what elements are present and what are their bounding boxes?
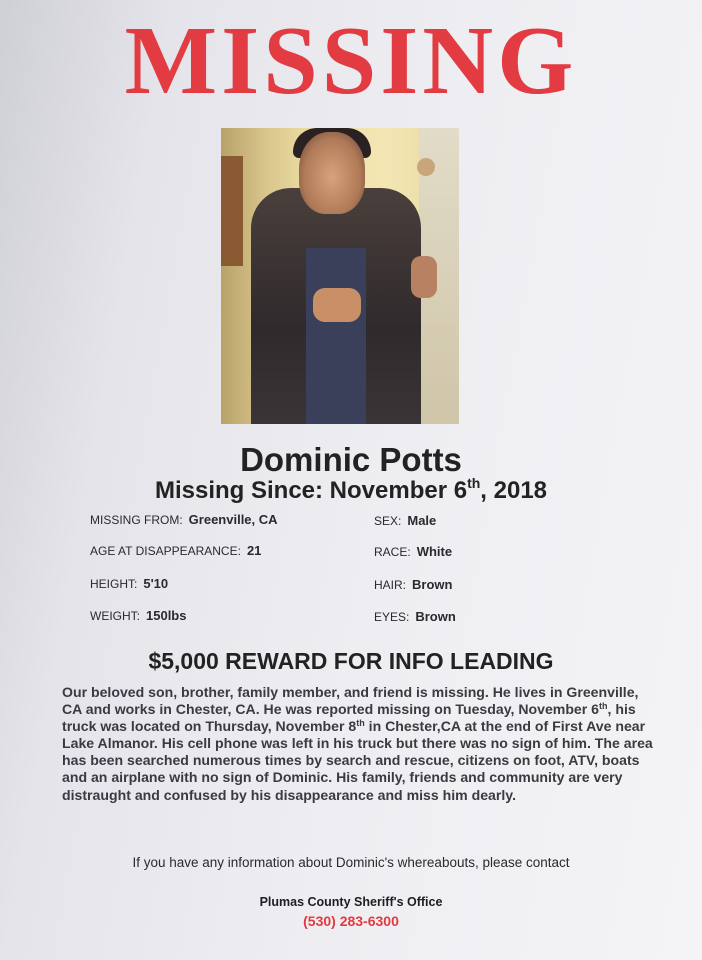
- sheriff-office: Plumas County Sheriff's Office: [259, 895, 443, 909]
- age-field: AGE AT DISAPPEARANCE: 21: [90, 543, 262, 558]
- missing-person-photo: [221, 128, 459, 424]
- eyes-field: EYES: Brown: [374, 609, 456, 624]
- height-field: HEIGHT: 5'10: [90, 576, 169, 591]
- poster-title: MISSING: [124, 7, 578, 115]
- contact-instructions: If you have any information about Dominic's whereabouts, please contact: [132, 855, 570, 870]
- story-paragraph: Our beloved son, brother, family member, and friend is missing. He lives in Greenville, CA and works in Chester, CA. He was reported missing on Tuesday, November 6th, his truck was located on Thursday, November 8th in Chester,CA at the end of First Ave near Lake Almanor. His cell phone was left in his truck but there was no sign of him. The area has been searched numerous times by search and rescue, citizens on foot, ATV, boats and an airplane with no sign of Dominic. His family, friends and community are very distraught and confused by his disappearance and miss him dearly.: [62, 684, 653, 803]
- missing-from-field: MISSING FROM: Greenville, CA: [90, 512, 278, 527]
- race-field: RACE: White: [374, 544, 453, 559]
- sex-field: SEX: Male: [374, 513, 437, 528]
- contact-phone: (530) 283-6300: [303, 913, 399, 929]
- person-name: Dominic Potts: [240, 441, 462, 478]
- missing-since: Missing Since: November 6th, 2018: [154, 475, 548, 504]
- hair-field: HAIR: Brown: [374, 577, 453, 592]
- weight-field: WEIGHT: 150lbs: [90, 608, 187, 623]
- reward-heading: $5,000 REWARD FOR INFO LEADING: [148, 648, 554, 674]
